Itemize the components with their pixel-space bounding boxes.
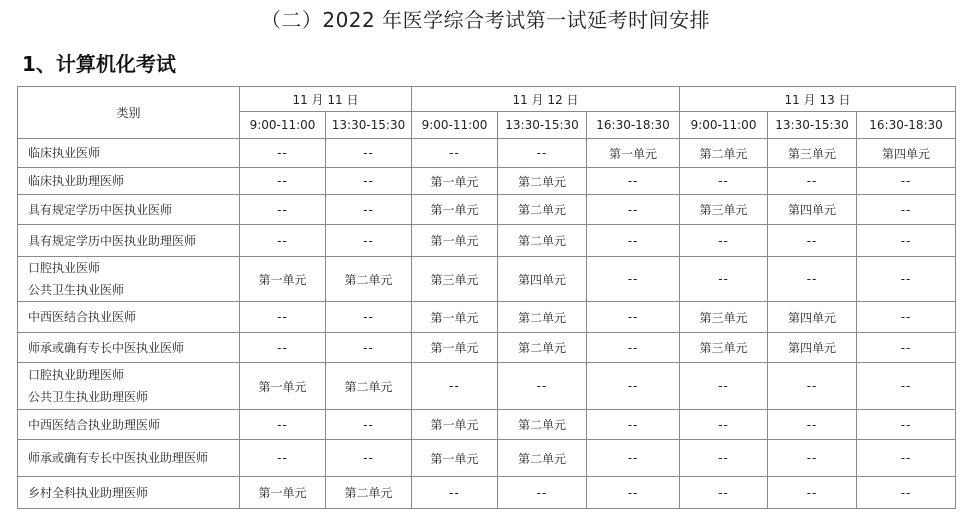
session-cell: --: [680, 225, 768, 257]
category-cell: [18, 257, 240, 302]
session-cell: 第四单元: [768, 302, 857, 333]
session-cell: --: [768, 410, 857, 440]
category-label: 临床执业助理医师: [28, 174, 125, 188]
session-cell: --: [587, 257, 680, 302]
session-cell: --: [240, 225, 326, 257]
table-row: [18, 257, 956, 302]
category-cell: [18, 333, 240, 363]
session-cell: --: [326, 139, 412, 168]
table-row: [18, 168, 956, 195]
session-cell: 第一单元: [587, 139, 680, 168]
time-header: 13:30-15:30: [326, 112, 412, 139]
category-label: 中西医结合执业医师: [28, 310, 137, 324]
session-cell: 第二单元: [498, 195, 587, 225]
session-cell: 第二单元: [498, 410, 587, 440]
session-cell: --: [412, 363, 498, 410]
session-cell: 第三单元: [680, 195, 768, 225]
session-cell: --: [857, 477, 956, 509]
table-row: [18, 410, 956, 440]
category-label: 公共卫生执业助理医师: [28, 390, 149, 404]
category-header: 类别: [18, 87, 240, 139]
category-cell: [18, 225, 240, 257]
time-header: 9:00-11:00: [680, 112, 768, 139]
session-cell: --: [326, 195, 412, 225]
session-cell: --: [326, 168, 412, 195]
session-cell: --: [857, 440, 956, 477]
session-cell: 第一单元: [412, 195, 498, 225]
session-cell: --: [326, 302, 412, 333]
time-header: 16:30-18:30: [587, 112, 680, 139]
session-cell: --: [857, 257, 956, 302]
session-cell: --: [768, 225, 857, 257]
session-cell: --: [768, 477, 857, 509]
session-cell: 第四单元: [498, 257, 587, 302]
session-cell: --: [680, 477, 768, 509]
session-cell: --: [680, 410, 768, 440]
category-label: 中西医结合执业助理医师: [28, 417, 161, 432]
schedule-body: [18, 139, 956, 509]
category-cell: [18, 440, 240, 477]
session-cell: --: [857, 333, 956, 363]
session-cell: 第一单元: [240, 477, 326, 509]
session-cell: --: [587, 363, 680, 410]
category-label: 临床执业医师: [28, 146, 101, 160]
page-title: （二）2022 年医学综合考试第一试延考时间安排: [260, 8, 711, 32]
session-cell: --: [680, 363, 768, 410]
category-cell: [18, 410, 240, 440]
table-row: [18, 333, 956, 363]
table-row: [18, 225, 956, 257]
session-cell: --: [498, 139, 587, 168]
session-cell: --: [768, 440, 857, 477]
category-label: 具有规定学历中医执业助理医师: [28, 233, 197, 248]
time-header: 13:30-15:30: [768, 112, 857, 139]
session-cell: --: [587, 302, 680, 333]
session-cell: 第一单元: [240, 257, 326, 302]
category-label: 口腔执业医师: [28, 261, 101, 275]
session-cell: --: [587, 225, 680, 257]
time-header: 9:00-11:00: [240, 112, 326, 139]
date-header-nov13: 11 月 13 日: [680, 87, 956, 112]
session-cell: --: [680, 257, 768, 302]
session-cell: 第一单元: [412, 333, 498, 363]
category-label: 口腔执业助理医师: [28, 368, 125, 382]
session-cell: 第二单元: [326, 257, 412, 302]
session-cell: 第一单元: [412, 410, 498, 440]
session-cell: --: [326, 440, 412, 477]
session-cell: --: [587, 195, 680, 225]
category-label: 乡村全科执业助理医师: [28, 485, 149, 500]
session-cell: --: [240, 302, 326, 333]
time-header: 13:30-15:30: [498, 112, 587, 139]
session-cell: --: [498, 363, 587, 410]
table-row: [18, 440, 956, 477]
session-cell: --: [857, 225, 956, 257]
session-cell: 第二单元: [498, 225, 587, 257]
session-cell: --: [240, 333, 326, 363]
session-cell: --: [240, 168, 326, 195]
date-header-nov11: 11 月 11 日: [240, 87, 412, 112]
time-header: 9:00-11:00: [412, 112, 498, 139]
session-cell: 第四单元: [768, 333, 857, 363]
session-cell: --: [680, 168, 768, 195]
section-heading: 1、计算机化考试: [22, 52, 176, 76]
session-cell: --: [240, 139, 326, 168]
category-label: 师承或确有专长中医执业医师: [28, 340, 185, 355]
exam-schedule-table: [17, 86, 956, 509]
session-cell: --: [240, 195, 326, 225]
session-cell: 第四单元: [857, 139, 956, 168]
session-cell: --: [768, 363, 857, 410]
session-cell: --: [857, 363, 956, 410]
session-cell: --: [857, 410, 956, 440]
table-row: [18, 477, 956, 509]
category-cell: [18, 195, 240, 225]
session-cell: --: [587, 333, 680, 363]
session-cell: 第二单元: [498, 440, 587, 477]
table-row: [18, 195, 956, 225]
session-cell: --: [857, 195, 956, 225]
session-cell: --: [498, 477, 587, 509]
category-cell: [18, 302, 240, 333]
table-row: [18, 363, 956, 410]
session-cell: --: [412, 477, 498, 509]
session-cell: --: [326, 333, 412, 363]
session-cell: 第一单元: [412, 225, 498, 257]
category-label: 具有规定学历中医执业医师: [28, 202, 173, 217]
session-cell: 第四单元: [768, 195, 857, 225]
session-cell: --: [240, 440, 326, 477]
category-cell: [18, 139, 240, 168]
session-cell: --: [326, 410, 412, 440]
category-cell: [18, 168, 240, 195]
session-cell: 第三单元: [680, 333, 768, 363]
session-cell: --: [857, 302, 956, 333]
category-label: 公共卫生执业医师: [28, 283, 125, 297]
session-cell: 第三单元: [768, 139, 857, 168]
category-cell: [18, 477, 240, 509]
session-cell: 第一单元: [412, 440, 498, 477]
session-cell: --: [326, 225, 412, 257]
table-row: [18, 139, 956, 168]
session-cell: 第二单元: [498, 333, 587, 363]
session-cell: 第三单元: [412, 257, 498, 302]
table-row: [18, 302, 956, 333]
session-cell: --: [680, 440, 768, 477]
session-cell: --: [587, 410, 680, 440]
session-cell: 第一单元: [240, 363, 326, 410]
session-cell: 第二单元: [498, 168, 587, 195]
session-cell: 第一单元: [412, 302, 498, 333]
session-cell: --: [768, 168, 857, 195]
session-cell: --: [857, 168, 956, 195]
session-cell: --: [412, 139, 498, 168]
session-cell: 第二单元: [326, 477, 412, 509]
session-cell: 第二单元: [498, 302, 587, 333]
session-cell: --: [240, 410, 326, 440]
session-cell: 第二单元: [680, 139, 768, 168]
category-label: 师承或确有专长中医执业助理医师: [28, 451, 209, 465]
date-header-nov12: 11 月 12 日: [412, 87, 680, 112]
category-cell: [18, 363, 240, 410]
session-cell: 第一单元: [412, 168, 498, 195]
time-header: 16:30-18:30: [857, 112, 956, 139]
session-cell: 第二单元: [326, 363, 412, 410]
session-cell: --: [768, 257, 857, 302]
session-cell: --: [587, 477, 680, 509]
session-cell: --: [587, 168, 680, 195]
session-cell: 第三单元: [680, 302, 768, 333]
session-cell: --: [587, 440, 680, 477]
